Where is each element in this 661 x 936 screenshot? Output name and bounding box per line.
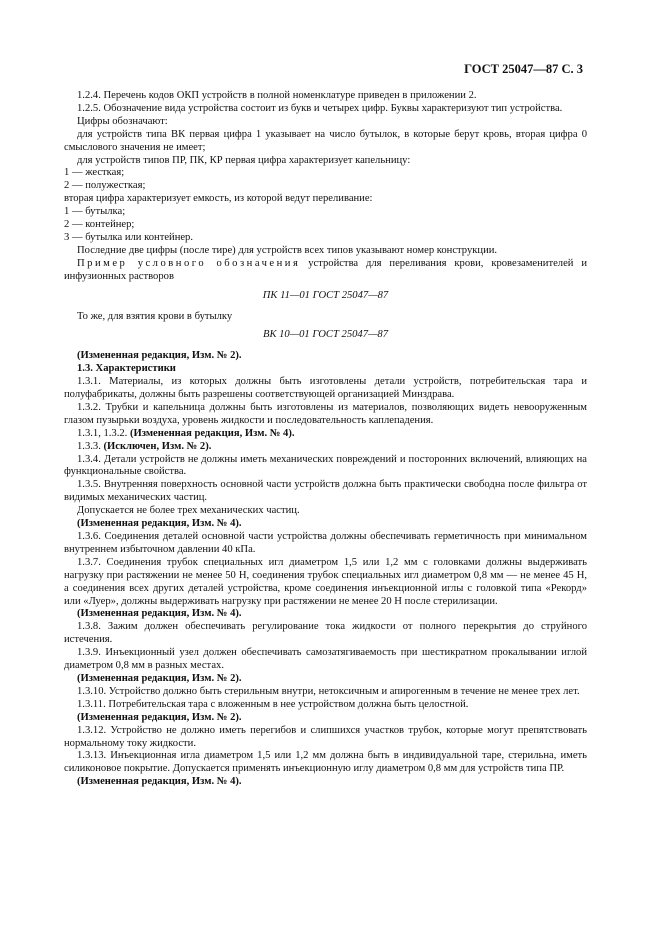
document-body	[64, 90, 587, 789]
amendment-note: (Измененная редакция, Изм. № 2).	[77, 711, 242, 723]
example-text: устройства для переливания крови, кровезаменителей и инфузионных растворов	[64, 257, 587, 282]
paragraph-digits-intro: Цифры обозначают:	[77, 115, 168, 127]
paragraph-1-3-5: 1.3.5. Внутренняя поверхность основной части устройств должна быть практически свободна после фильтра от видимых механических частиц.	[64, 479, 587, 504]
amendment-note: (Измененная редакция, Изм. № 2).	[77, 350, 242, 362]
paragraph-1-2-4: 1.2.4. Перечень кодов ОКП устройств в полной номенклатуре приведен в приложении 2.	[77, 90, 477, 101]
paragraph-1-3-6: 1.3.6. Соединения деталей основной части устройства должны обеспечивать герметичность при минимальном внутреннем избыточном давлении 40 кПа.	[64, 531, 587, 555]
excluded-note: (Исключен, Изм. № 2).	[103, 440, 212, 452]
paragraph-1-3-7: 1.3.7. Соединения трубок специальных игл диаметром 1,5 или 1,2 мм с головками должны выдерживать нагрузку при растяжении не менее 50 Н, соединения трубок специальных игл диаметром 0,8 мм — не менее 45 Н, а соединения всех других деталей устройства, кроме соединения инъекционной иглы с головкой типа «Рекорд» или «Луер», должны выдерживать нагрузку при растяжении не менее 20 Н после стерилизации.	[64, 556, 587, 607]
paragraph-1-3-10: 1.3.10. Устройство должно быть стерильным внутри, нетоксичным и апирогенным в течение не менее трех лет.	[77, 685, 580, 697]
paragraph-same-blood: То же, для взятия крови в бутылку	[77, 310, 233, 322]
paragraph-1-3-9: 1.3.9. Инъекционный узел должен обеспечивать самозатягиваемость при шестикратном прокалывании иглой диаметром 0,8 мм в разных местах.	[64, 647, 587, 672]
paragraph-1-3-4: 1.3.4. Детали устройств не должны иметь механических повреждений и посторонних включений, влияющих на функциональные свойства.	[64, 453, 587, 478]
paragraph-particles: Допускается не более трех механических частиц.	[77, 505, 300, 517]
paragraph-example	[64, 258, 587, 284]
paragraph-1-3-11: 1.3.11. Потребительская тара с вложенным в нее устройством должна быть целостной.	[77, 698, 469, 710]
designation-example-2: ВК 10—01 ГОСТ 25047—87	[262, 329, 389, 341]
amendment-note: (Измененная редакция, Изм. № 4).	[77, 518, 242, 530]
amendment-note: (Измененная редакция, Изм. № 4).	[77, 776, 242, 788]
paragraph-1-2-5: 1.2.5. Обозначение вида устройства состоит из букв и четырех цифр. Буквы характеризуют тип устройства.	[77, 102, 563, 114]
amendment-note: (Измененная редакция, Изм. № 2).	[77, 672, 242, 684]
paragraph-last-digits: Последние две цифры (после тире) для устройств всех типов указывают номер конструкции.	[77, 244, 498, 256]
section-heading-1-3: 1.3. Характеристики	[77, 363, 176, 375]
list-item: 3 — бутылка или контейнер.	[64, 231, 194, 243]
list-item: 2 — контейнер;	[64, 219, 135, 231]
paragraph-pr-digits: для устройств типов ПР, ПК, КР первая цифра характеризует капельницу:	[77, 154, 411, 166]
paragraph-1-3-3	[64, 441, 587, 454]
clause-ref: 1.3.1, 1.3.2.	[77, 427, 130, 439]
paragraph-1-3-1: 1.3.1. Материалы, из которых должны быть изготовлены детали устройств, потребительская тара и полуфабрикаты, должны быть разрешены соответствующей организацией Минздрава.	[64, 376, 587, 401]
amendment-note: (Измененная редакция, Изм. № 4).	[77, 608, 242, 620]
paragraph-1-3-2: 1.3.2. Трубки и капельница должны быть изготовлены из материалов, позволяющих видеть невооруженным глазом пузырьки воздуха, уровень жидкости и последовательность каплепадения.	[64, 401, 587, 426]
list-item: 2 — полужесткая;	[64, 180, 146, 192]
clause-ref: 1.3.3.	[77, 440, 104, 452]
paragraph-vk-digits: для устройств типа ВК первая цифра 1 указывает на число бутылок, в которые берут кровь, вторая цифра 0 смыслового значения не имеет;	[64, 128, 587, 153]
paragraph-1-3-8: 1.3.8. Зажим должен обеспечивать регулирование тока жидкости от полного перекрытия до струйного истечения.	[64, 621, 587, 646]
list-item: 1 — жесткая;	[64, 167, 125, 179]
list-item: 1 — бутылка;	[64, 206, 126, 218]
paragraph-1-3-12: 1.3.12. Устройство не должно иметь перегибов и слипшихся участков трубок, которые могут препятствовать нормальному току жидкости.	[64, 724, 587, 749]
paragraph-1-3-13: 1.3.13. Инъекционная игла диаметром 1,5 или 1,2 мм должна быть в индивидуальной таре, стерильна, иметь силиконовое покрытие. Допускается применять инъекционную иглу диаметром 0,8 мм для устройств типа ПР.	[64, 750, 587, 775]
paragraph-1-3-1-2-note	[64, 428, 587, 441]
amendment-note: (Измененная редакция, Изм. № 4).	[129, 427, 295, 439]
example-label: Пример условного обозначения	[77, 257, 301, 269]
paragraph-second-digit: вторая цифра характеризует емкость, из которой ведут переливание:	[64, 193, 373, 205]
page-header: ГОСТ 25047—87 С. 3	[464, 62, 583, 76]
designation-example-1: ПК 11—01 ГОСТ 25047—87	[262, 289, 389, 301]
